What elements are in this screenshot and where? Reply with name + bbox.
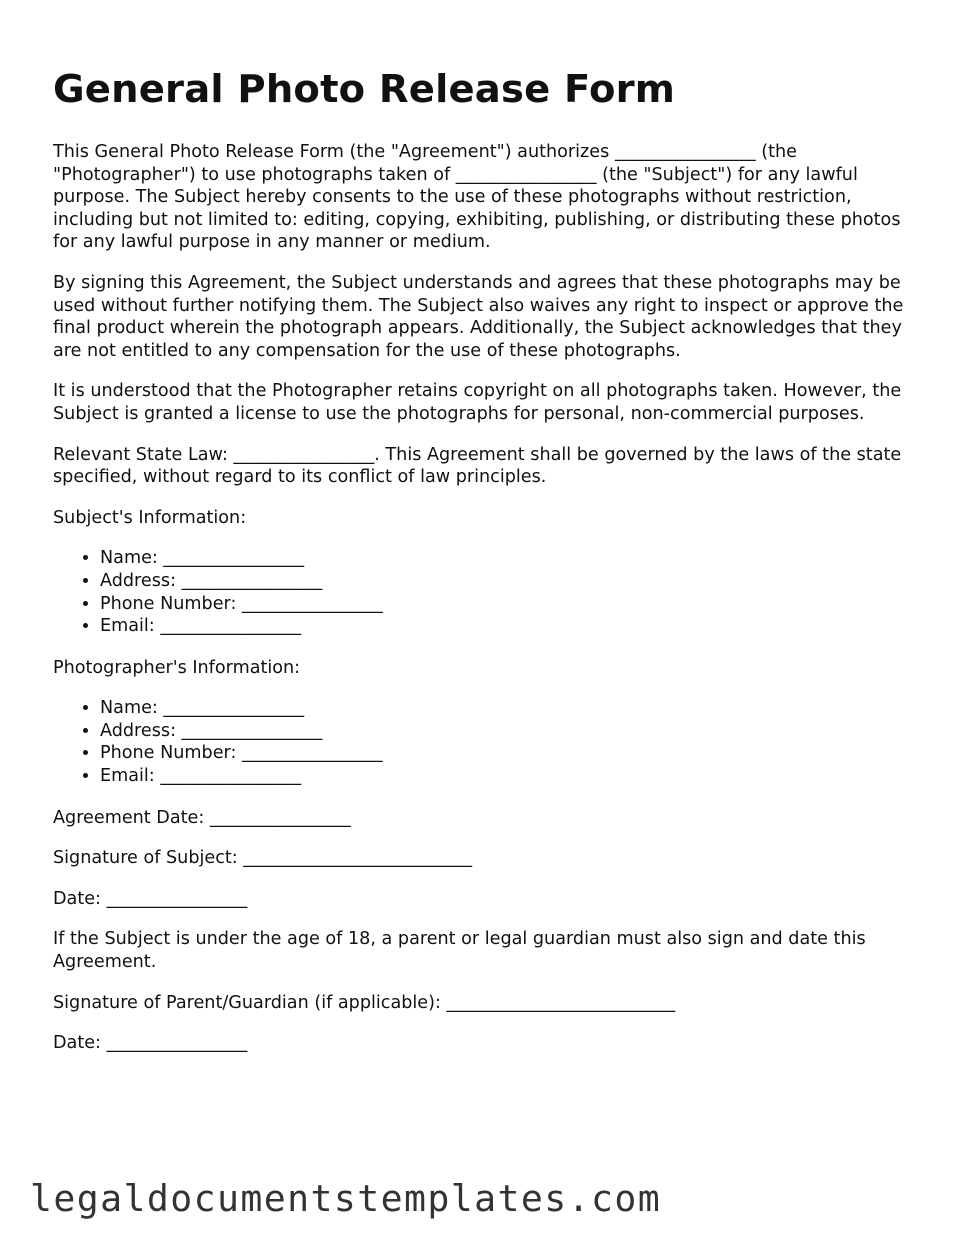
guardian-date-field: Date: ________________ — [53, 1033, 248, 1054]
subject-phone-field: • Phone Number: ________________ — [100, 593, 905, 616]
subject-date-field: Date: ________________ — [53, 888, 248, 909]
agreement-date-field: Agreement Date: ________________ — [53, 807, 351, 828]
signing-paragraph: By signing this Agreement, the Subject understands and agrees that these photographs may be used without further notifying them. The Subject also waives any right to inspect or approve the final product wherein the photograph appears. Additionally, the Subject acknowledges that they are not entitled to any compensation for the use of these photographs. — [53, 272, 904, 361]
site-watermark: legaldocumentstemplates.com — [30, 1177, 662, 1220]
photographer-address-field: • Address: ________________ — [100, 720, 905, 743]
intro-paragraph: This General Photo Release Form (the "Agreement") authorizes ________________ (the "Photographer") to use photographs taken of ________________ (the "Subject") for any lawful purpose. The Subject hereby consents to the use of these photographs without restriction, including but not limited to: editing, copying, exhibiting, publishing, or distributing these photos for any lawful purpose in any manner or medium. — [53, 142, 901, 253]
subject-signature-field: Signature of Subject: __________________________ — [53, 848, 473, 869]
subject-info-list — [53, 547, 905, 637]
subject-address-field: • Address: ________________ — [100, 570, 905, 593]
document-page — [53, 66, 905, 1073]
document-title: General Photo Release Form — [53, 67, 676, 112]
photographer-info-list — [53, 697, 905, 787]
subject-email-field: • Email: ________________ — [100, 615, 905, 638]
photographer-name-field: • Name: ________________ — [100, 697, 905, 720]
minor-notice: If the Subject is under the age of 18, a parent or legal guardian must also sign and date this Agreement. — [53, 929, 866, 973]
subject-name-field: • Name: ________________ — [100, 547, 905, 570]
photographer-phone-field: • Phone Number: ________________ — [100, 742, 905, 765]
copyright-paragraph: It is understood that the Photographer retains copyright on all photographs taken. However, the Subject is granted a license to use the photographs for personal, non-commercial purposes. — [53, 381, 902, 424]
photographer-email-field: • Email: ________________ — [100, 765, 905, 788]
subject-info-heading: Subject's Information: — [53, 507, 247, 528]
photographer-info-heading: Photographer's Information: — [53, 657, 301, 678]
guardian-signature-field: Signature of Parent/Guardian (if applicable): __________________________ — [53, 992, 676, 1013]
state-law-paragraph: Relevant State Law: ________________. This Agreement shall be governed by the laws of the state specified, without regard to its conflict of law principles. — [53, 444, 902, 488]
